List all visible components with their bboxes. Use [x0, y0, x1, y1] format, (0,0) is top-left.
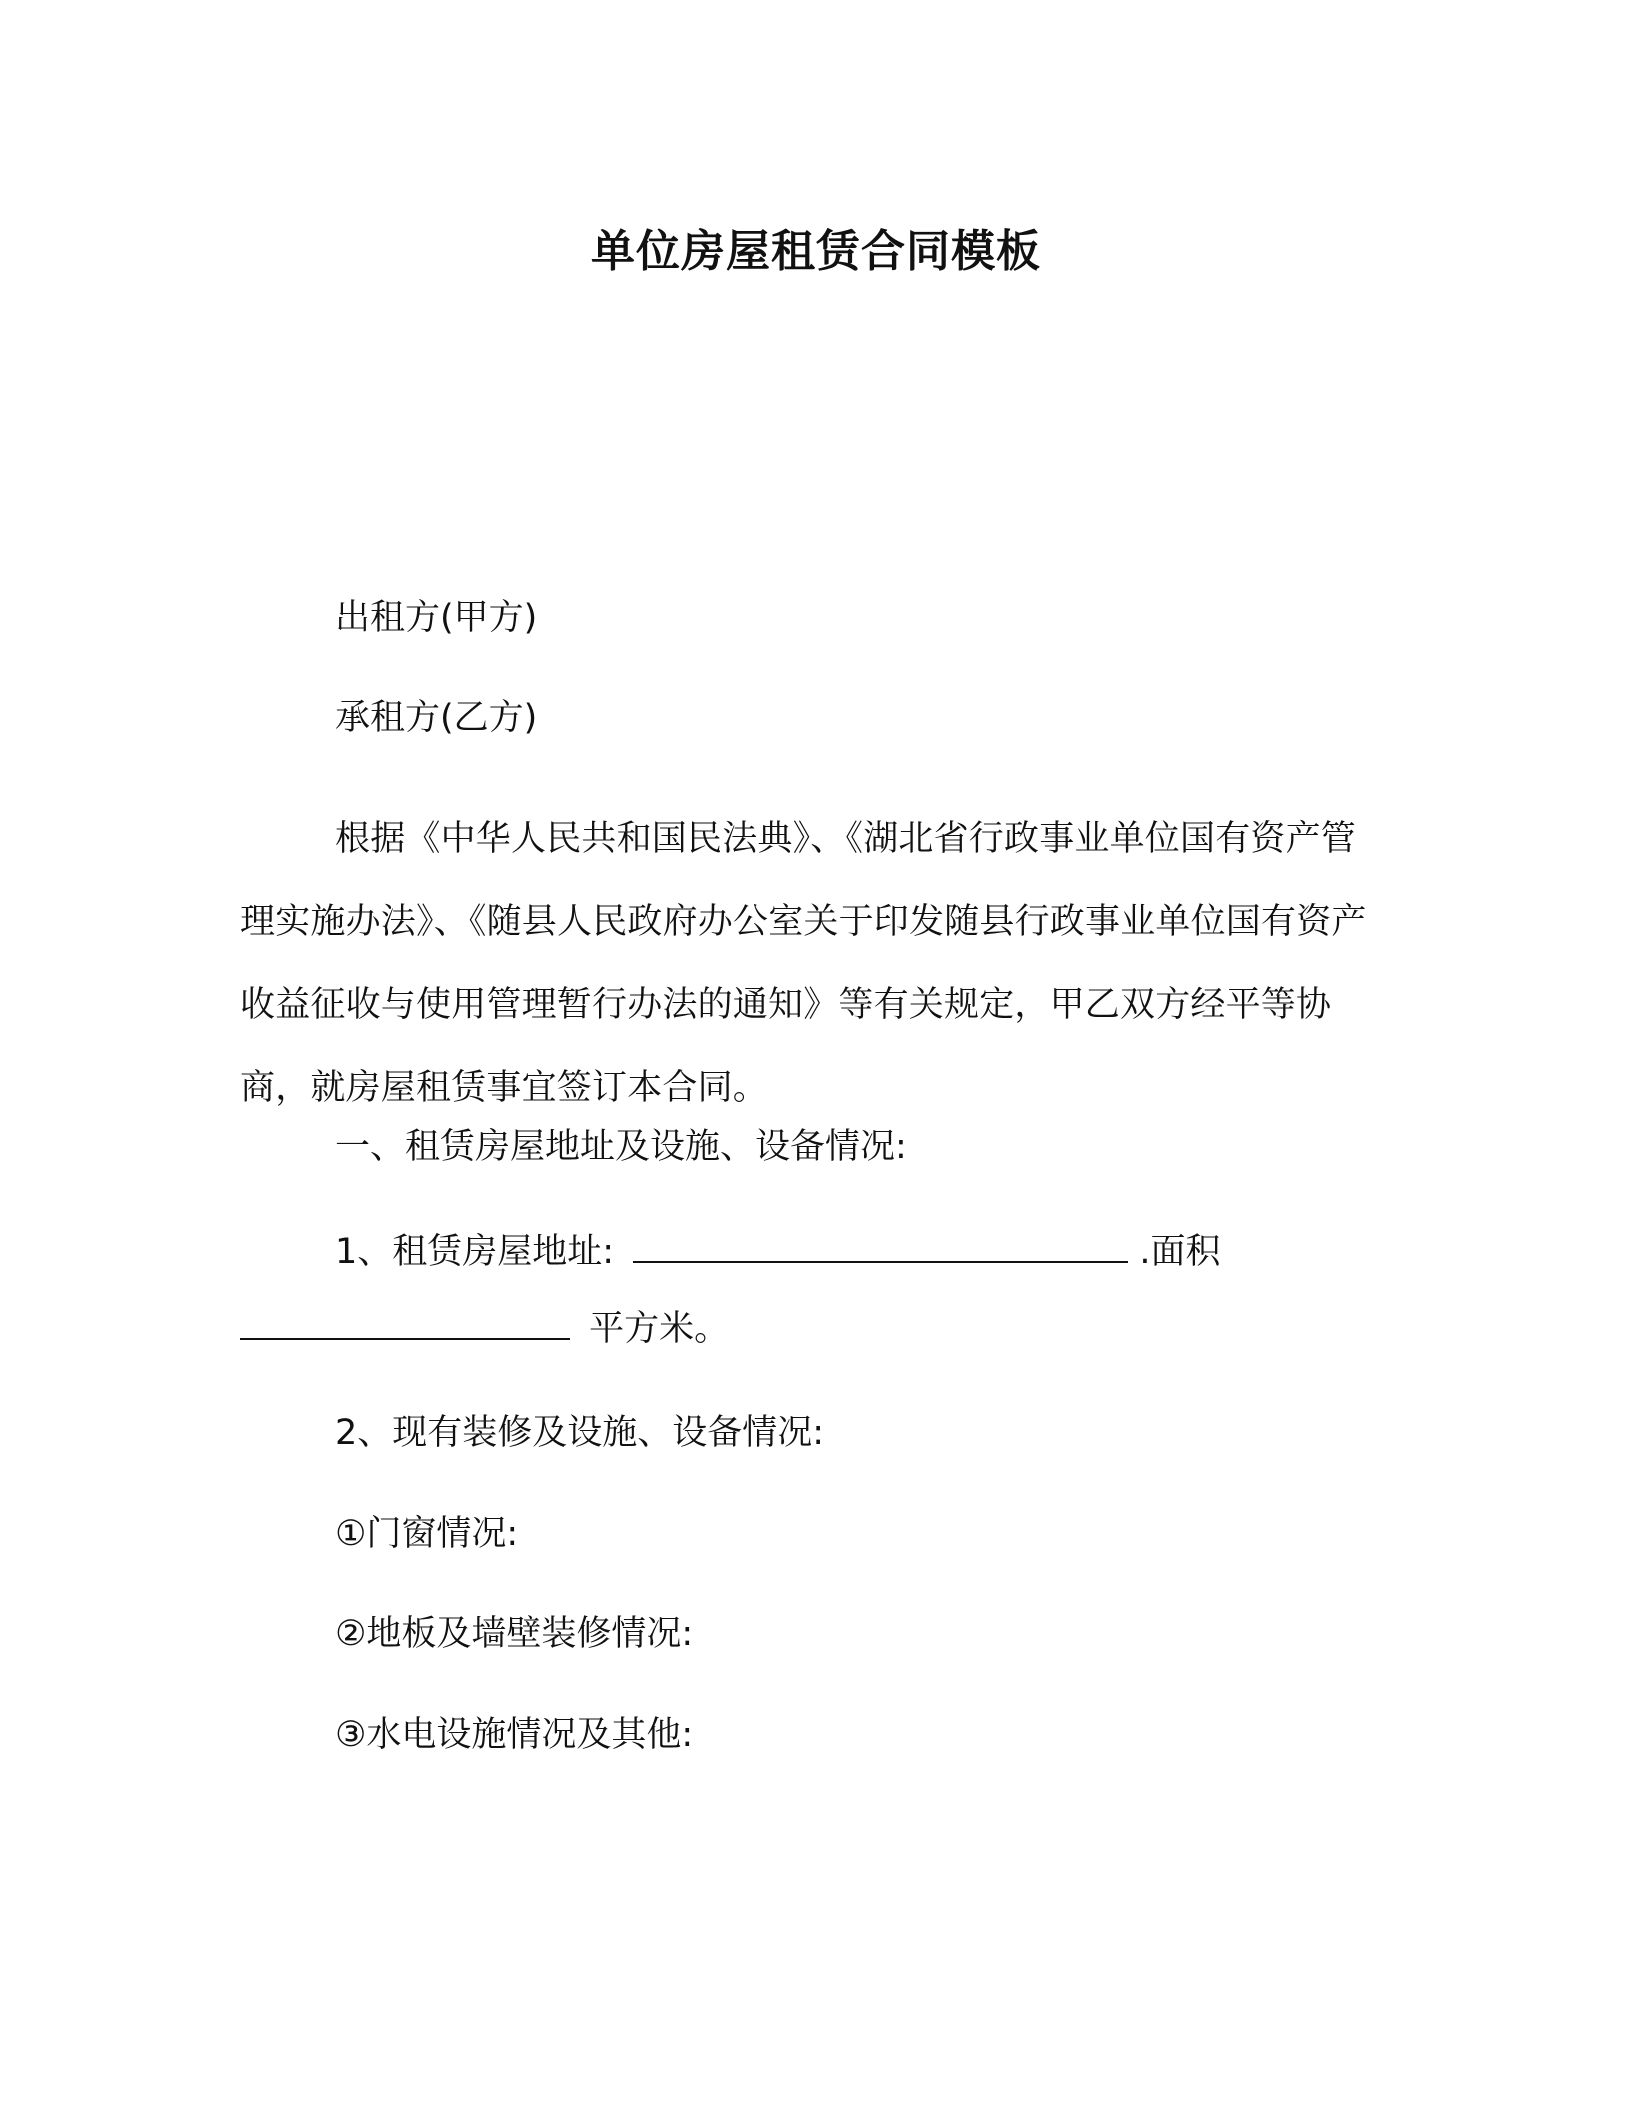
- basis-paragraph: 根据《中华人民共和国民法典》、《湖北省行政事业单位国有资产管理实施办法》、《随县人民政府办公室关于印发随县行政事业单位国有资产收益征收与使用管理暂行办法的通知》等有关规定，甲乙双方经平等协商，就房屋租赁事宜签订本合同。: [240, 819, 1367, 1108]
- utilities-item: ③水电设施情况及其他:: [335, 1715, 694, 1755]
- item-2-heading: 2、现有装修及设施、设备情况:: [335, 1413, 825, 1453]
- section-1-heading: 一、租赁房屋地址及设施、设备情况:: [335, 1127, 907, 1167]
- floor-wall-item: ②地板及墙壁装修情况:: [335, 1614, 694, 1654]
- area-unit: 平方米。: [589, 1309, 730, 1349]
- area-blank: [240, 1308, 570, 1340]
- address-blank: [633, 1231, 1128, 1263]
- doors-windows-item: ①门窗情况:: [335, 1514, 519, 1554]
- party-a-label: 出租方(甲方): [335, 598, 538, 638]
- area-label: .面积: [1139, 1232, 1221, 1272]
- document-title: 单位房屋租赁合同模板: [591, 226, 1041, 277]
- area-line: [240, 1304, 1400, 1354]
- party-b-label: 承租方(乙方): [335, 698, 538, 738]
- address-label: 1、租赁房屋地址:: [335, 1232, 615, 1272]
- address-line: [335, 1227, 1495, 1277]
